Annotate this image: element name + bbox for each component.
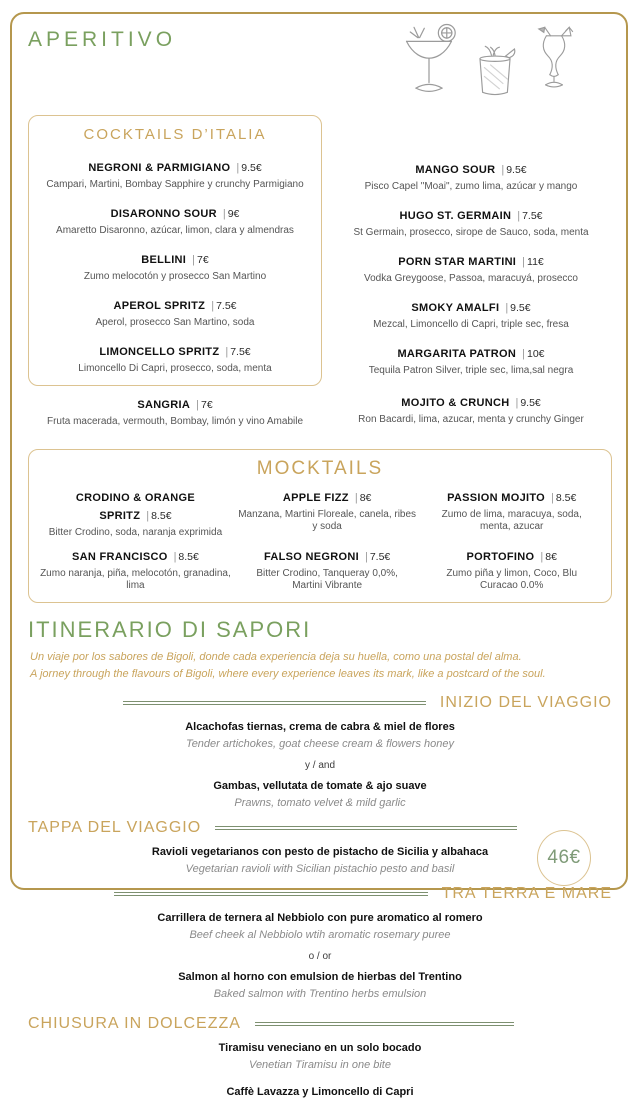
price-separator: | xyxy=(501,164,505,176)
price-separator: | xyxy=(225,346,229,358)
item-description: Aperol, prosecco San Martino, soda xyxy=(95,317,255,328)
menu-item xyxy=(33,296,317,329)
item-price: 8.5€ xyxy=(151,510,172,522)
item-name: PASSION MOJITO xyxy=(447,492,546,504)
item-description: Zumo naranja, piña, melocotón, granadina, lima xyxy=(40,568,231,591)
item-price: 7.5€ xyxy=(230,346,251,358)
menu-item xyxy=(39,488,232,539)
item-description: Zumo piña y limon, Coco, Blu Curacao 0.0% xyxy=(446,568,578,591)
item-description: Zumo melocotón y prosecco San Martino xyxy=(83,271,267,282)
margarita-glass-icon xyxy=(400,22,458,105)
item-name: BELLINI xyxy=(141,254,187,266)
item-description: Pisco Capel "Moai", zumo lima, azúcar y mango xyxy=(364,181,578,192)
item-price: 11€ xyxy=(527,256,544,268)
item-description: Zumo de lima, maracuya, soda, menta, azucar xyxy=(441,509,582,532)
item-name: MANGO SOUR xyxy=(415,164,496,176)
dish-name-en: Venetian Tiramisu in one bite xyxy=(249,1059,391,1071)
dish-name-es: Salmon al horno con emulsion de hierbas del Trentino xyxy=(178,971,462,983)
course xyxy=(28,970,612,1001)
price-separator: | xyxy=(540,551,544,563)
course xyxy=(28,1041,612,1072)
menu-item xyxy=(39,547,232,592)
item-price: 8.5€ xyxy=(555,492,577,504)
menu-item xyxy=(330,298,612,331)
item-name: MOJITO & CRUNCH xyxy=(401,397,510,409)
item-price: 8.5€ xyxy=(178,551,199,563)
menu-item xyxy=(28,395,322,428)
dish-name-es: Tiramisu veneciano en un solo bocado xyxy=(218,1042,422,1054)
item-name: CRODINO & ORANGE SPRITZ xyxy=(75,492,195,522)
section-header-inizio xyxy=(28,694,612,712)
dish-name-en: Tender artichokes, goat cheese cream & flowers honey xyxy=(185,738,455,750)
item-name: PORTOFINO xyxy=(466,551,535,563)
menu-page xyxy=(28,20,612,1099)
price-separator: | xyxy=(364,551,368,563)
section-divider xyxy=(215,826,517,830)
menu-item xyxy=(330,206,612,239)
item-description: Vodka Greygoose, Passoa, maracuyá, prosecco xyxy=(363,273,578,284)
item-name: APEROL SPRITZ xyxy=(113,300,206,312)
item-description: Bitter Crodino, Tanqueray 0,0%, Martini Vibrante xyxy=(256,568,398,591)
item-name: DISARONNO SOUR xyxy=(110,208,217,220)
rocks-glass-icon xyxy=(472,44,518,105)
price-separator: | xyxy=(517,210,521,222)
item-price: 9.5€ xyxy=(241,162,262,174)
price-separator: | xyxy=(515,397,519,409)
mocktails-box xyxy=(28,449,612,603)
price-separator: | xyxy=(196,399,199,411)
cocktails-box xyxy=(28,115,322,386)
menu-item xyxy=(33,204,317,237)
price-separator: | xyxy=(211,300,215,312)
item-description: Fruta macerada, vermouth, Bombay, limón y vino Amabile xyxy=(46,416,304,427)
item-price: 9€ xyxy=(227,208,240,220)
item-price: 9.5€ xyxy=(510,302,531,314)
menu-item xyxy=(33,158,317,191)
dish-name-en: Vegetarian ravioli with Sicilian pistachio pesto and basil xyxy=(185,863,455,875)
menu-item xyxy=(422,547,601,592)
dish-name-es: Caffè Lavazza y Limoncello di Capri xyxy=(226,1086,414,1098)
price-separator: | xyxy=(222,208,226,220)
section-header-tappa xyxy=(28,819,612,837)
price-separator: | xyxy=(192,254,196,266)
cocktails-left-column xyxy=(28,115,322,441)
menu-item xyxy=(422,488,601,539)
menu-item xyxy=(238,488,417,539)
dish-name-es: Alcachofas tiernas, crema de cabra & miel de flores xyxy=(185,721,455,733)
section-label: TAPPA DEL VIAGGIO xyxy=(28,819,202,836)
price-separator: | xyxy=(551,492,554,504)
course xyxy=(28,911,612,942)
menu-price-badge: 46€ xyxy=(537,830,591,886)
price-separator: | xyxy=(354,492,358,504)
item-price: 9.5€ xyxy=(520,397,541,409)
cocktail-illustrations xyxy=(400,22,576,105)
item-price: 7€ xyxy=(197,254,209,266)
menu-item xyxy=(330,252,612,285)
item-price: 8€ xyxy=(359,492,372,504)
header xyxy=(28,20,612,105)
menu-item xyxy=(330,393,612,426)
section-divider xyxy=(123,701,426,705)
section-label: INIZIO DEL VIAGGIO xyxy=(439,694,612,711)
item-description: Limoncello Di Capri, prosecco, soda, menta xyxy=(78,363,272,374)
item-name: FALSO NEGRONI xyxy=(264,551,359,563)
itinerario-subtitle-es: Un viaje por los sabores de Bigoli, donde cada experiencia deja su huella, como una postal del alma. xyxy=(30,651,522,663)
course-connector: y / and xyxy=(304,760,336,771)
item-price: 7€ xyxy=(201,399,213,411)
mocktails-title: MOCKTAILS xyxy=(256,458,384,479)
course xyxy=(28,779,612,810)
price-separator: | xyxy=(522,256,526,268)
course xyxy=(28,1085,612,1099)
dish-name-en: Beef cheek al Nebbiolo wtih aromatic rosemary puree xyxy=(189,929,451,941)
item-name: SMOKY AMALFI xyxy=(411,302,500,314)
item-description: Tequila Patron Silver, triple sec, lima,sal negra xyxy=(368,365,574,376)
item-description: Ron Bacardi, lima, azucar, menta y crunchy Ginger xyxy=(358,414,584,425)
section-divider xyxy=(255,1022,514,1026)
item-price: 7.5€ xyxy=(216,300,237,312)
dish-name-en: Prawns, tomato velvet & mild garlic xyxy=(234,797,406,809)
page-title: APERITIVO xyxy=(28,28,177,51)
cocktails-right-column xyxy=(330,115,612,441)
item-name: SAN FRANCISCO xyxy=(71,551,168,563)
item-name: HUGO ST. GERMAIN xyxy=(399,210,512,222)
item-name: LIMONCELLO SPRITZ xyxy=(99,346,220,358)
menu-item xyxy=(33,342,317,375)
menu-item xyxy=(330,344,612,377)
item-price: 10€ xyxy=(526,348,545,360)
item-description: Manzana, Martini Floreale, canela, ribes y soda xyxy=(238,509,417,532)
menu-item xyxy=(330,160,612,193)
course xyxy=(28,720,612,751)
dish-name-es: Gambas, vellutata de tomate & ajo suave xyxy=(213,780,427,792)
item-name: NEGRONI & PARMIGIANO xyxy=(88,162,231,174)
price-separator: | xyxy=(522,348,525,360)
cocktails-box-title: COCKTAILS D’ITALIA xyxy=(83,126,267,143)
course xyxy=(28,845,612,876)
item-price: 8€ xyxy=(545,551,557,563)
item-description: St Germain, prosecco, sirope de Sauco, soda, menta xyxy=(353,227,589,238)
section-label: CHIUSURA IN DOLCEZZA xyxy=(28,1015,241,1032)
dish-name-en: Baked salmon with Trentino herbs emulsion xyxy=(213,988,427,1000)
section-header-tra-terra xyxy=(28,885,612,903)
item-name: APPLE FIZZ xyxy=(282,492,349,504)
item-price: 7.5€ xyxy=(369,551,391,563)
item-price: 7.5€ xyxy=(522,210,543,222)
item-description: Mezcal, Limoncello di Capri, triple sec, fresa xyxy=(373,319,569,330)
price-separator: | xyxy=(146,510,150,522)
mocktails-grid xyxy=(39,488,601,592)
item-description: Bitter Crodino, soda, naranja exprimida xyxy=(48,527,223,538)
menu-item xyxy=(33,250,317,283)
section-label: TRA TERRA E MARE xyxy=(441,885,612,902)
itinerario-subtitle-en: A jorney through the flavours of Bigoli, where every experience leaves its mark, like a postcard of the soul. xyxy=(30,668,546,680)
item-description: Amaretto Disaronno, azúcar, limon, clara y almendras xyxy=(56,225,294,236)
hurricane-glass-icon xyxy=(532,24,576,105)
course-connector: o / or xyxy=(308,951,332,962)
item-name: SANGRIA xyxy=(137,399,191,411)
item-price: 9.5€ xyxy=(506,164,527,176)
item-name: PORN STAR MARTINI xyxy=(398,256,517,268)
price-separator: | xyxy=(505,302,509,314)
section-header-chiusura xyxy=(28,1015,612,1033)
itinerario-title: ITINERARIO DI SAPORI xyxy=(28,617,312,642)
dish-name-es: Carrillera de ternera al Nebbiolo con pure aromatico al romero xyxy=(157,912,483,924)
item-description: Campari, Martini, Bombay Sapphire y crunchy Parmigiano xyxy=(46,179,304,190)
item-name: MARGARITA PATRON xyxy=(397,348,517,360)
price-separator: | xyxy=(236,162,240,174)
cocktails-section xyxy=(28,115,612,441)
menu-item xyxy=(238,547,417,592)
section-divider xyxy=(114,892,428,896)
dish-name-es: Ravioli vegetarianos con pesto de pistacho de Sicilia y albahaca xyxy=(151,846,489,858)
price-separator: | xyxy=(173,551,177,563)
